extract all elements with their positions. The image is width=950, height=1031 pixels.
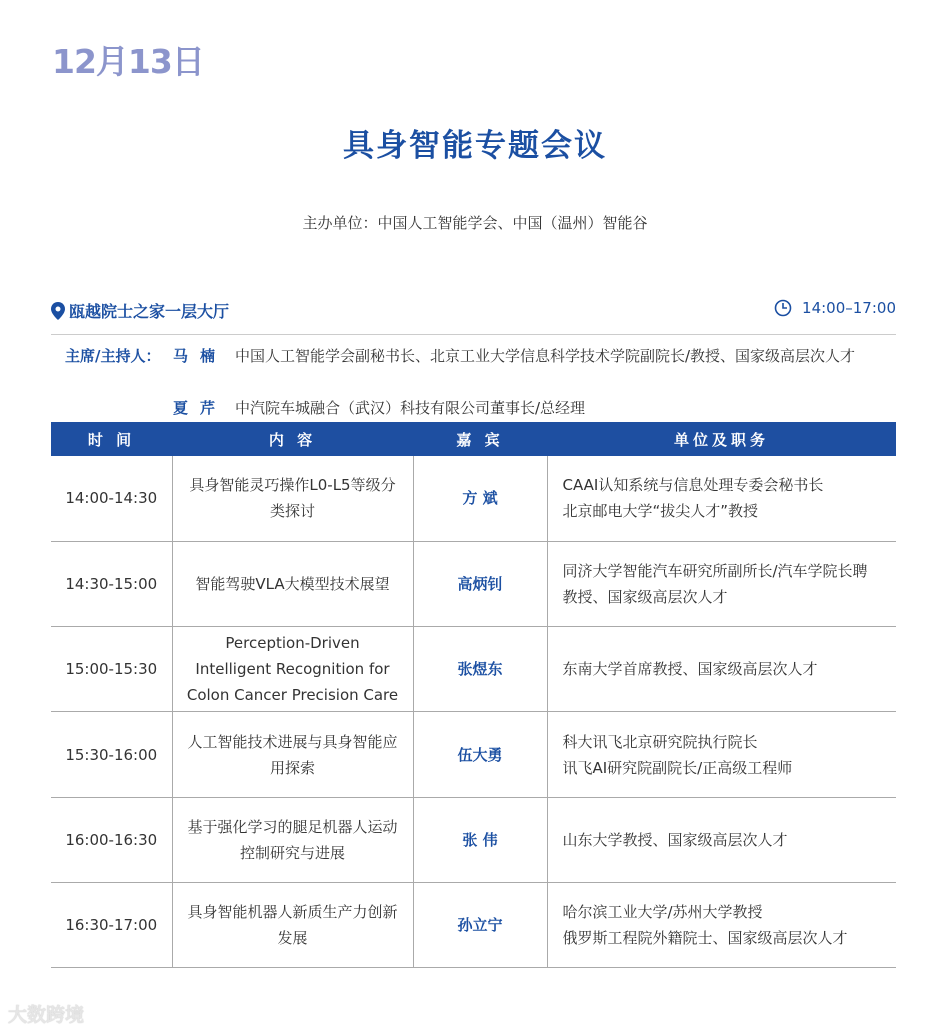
topic-cell: 人工智能技术进展与具身智能应用探索 <box>172 712 413 797</box>
time-cell: 15:00-15:30 <box>51 627 172 712</box>
time-cell: 15:30-16:00 <box>51 712 172 797</box>
affiliation-line: 山东大学教授、国家级高层次人才 <box>562 830 788 849</box>
page-title: 具身智能专题会议 <box>343 128 607 164</box>
time-cell: 14:00-14:30 <box>51 456 172 541</box>
chair-label: 主席/主持人： <box>65 347 161 365</box>
chair-person <box>173 395 893 421</box>
affiliation-line: 同济大学智能汽车研究所副所长/汽车学院长聘教授、国家级高层次人才 <box>562 561 868 606</box>
chair-desc: 中国人工智能学会副秘书长、北京工业大学信息科学技术学院副院长/教授、国家级高层次人才 <box>235 347 856 365</box>
speaker-cell: 高炳钊 <box>413 541 547 626</box>
date: 12月13日 <box>52 42 204 81</box>
location <box>51 299 229 322</box>
chair-person <box>173 343 893 369</box>
divider <box>51 334 896 335</box>
time-range-text: 14:00–17:00 <box>802 299 896 317</box>
time-cell: 16:30-17:00 <box>51 882 172 967</box>
header-time: 时 间 <box>51 422 172 456</box>
watermark: 大数跨境 <box>8 1004 85 1026</box>
chair-name: 夏芹 <box>173 399 228 417</box>
affiliation-cell <box>547 456 896 541</box>
speaker-cell: 张 伟 <box>413 797 547 882</box>
table-row <box>51 541 896 626</box>
chair-name: 马楠 <box>173 347 228 365</box>
schedule-table <box>51 422 896 968</box>
table-row <box>51 456 896 541</box>
speaker-cell: 方 斌 <box>413 456 547 541</box>
affiliation-line: CAAI认知系统与信息处理专委会秘书长 <box>562 476 824 495</box>
host-organizers: 主办单位：中国人工智能学会、中国（温州）智能谷 <box>302 214 648 232</box>
table-row <box>51 627 896 712</box>
time-cell: 14:30-15:00 <box>51 541 172 626</box>
affiliation-cell <box>547 627 896 712</box>
affiliation-line: 科大讯飞北京研究院执行院长 <box>562 732 758 751</box>
speaker-cell: 孙立宁 <box>413 882 547 967</box>
location-text: 瓯越院士之家一层大厅 <box>69 302 230 321</box>
location-pin-icon <box>51 302 65 320</box>
time-cell: 16:00-16:30 <box>51 797 172 882</box>
affiliation-line: 俄罗斯工程院外籍院士、国家级高层次人才 <box>562 929 848 948</box>
clock-icon <box>774 299 792 317</box>
speaker-cell: 伍大勇 <box>413 712 547 797</box>
affiliation-cell <box>547 882 896 967</box>
table-row <box>51 712 896 797</box>
affiliation-line: 哈尔滨工业大学/苏州大学教授 <box>562 903 763 922</box>
affiliation-line: 北京邮电大学“拔尖人才”教授 <box>562 502 759 521</box>
topic-cell: 智能驾驶VLA大模型技术展望 <box>172 541 413 626</box>
topic-cell: Perception-Driven Intelligent Recognition for Colon Cancer Precision Care <box>172 627 413 712</box>
header-topic: 内 容 <box>172 422 413 456</box>
table-row <box>51 797 896 882</box>
time-range <box>774 299 896 317</box>
topic-cell: 具身智能机器人新质生产力创新发展 <box>172 882 413 967</box>
topic-cell: 具身智能灵巧操作L0-L5等级分类探讨 <box>172 456 413 541</box>
affiliation-cell <box>547 712 896 797</box>
affiliation-line: 讯飞AI研究院副院长/正高级工程师 <box>562 758 793 777</box>
header-affiliation: 单位及职务 <box>547 422 896 456</box>
topic-cell: 基于强化学习的腿足机器人运动控制研究与进展 <box>172 797 413 882</box>
affiliation-cell <box>547 797 896 882</box>
affiliation-cell <box>547 541 896 626</box>
header-speaker: 嘉 宾 <box>413 422 547 456</box>
table-row <box>51 882 896 967</box>
chair-desc: 中汽院车城融合（武汉）科技有限公司董事长/总经理 <box>235 399 586 417</box>
speaker-cell: 张煜东 <box>413 627 547 712</box>
affiliation-line: 东南大学首席教授、国家级高层次人才 <box>562 660 818 679</box>
